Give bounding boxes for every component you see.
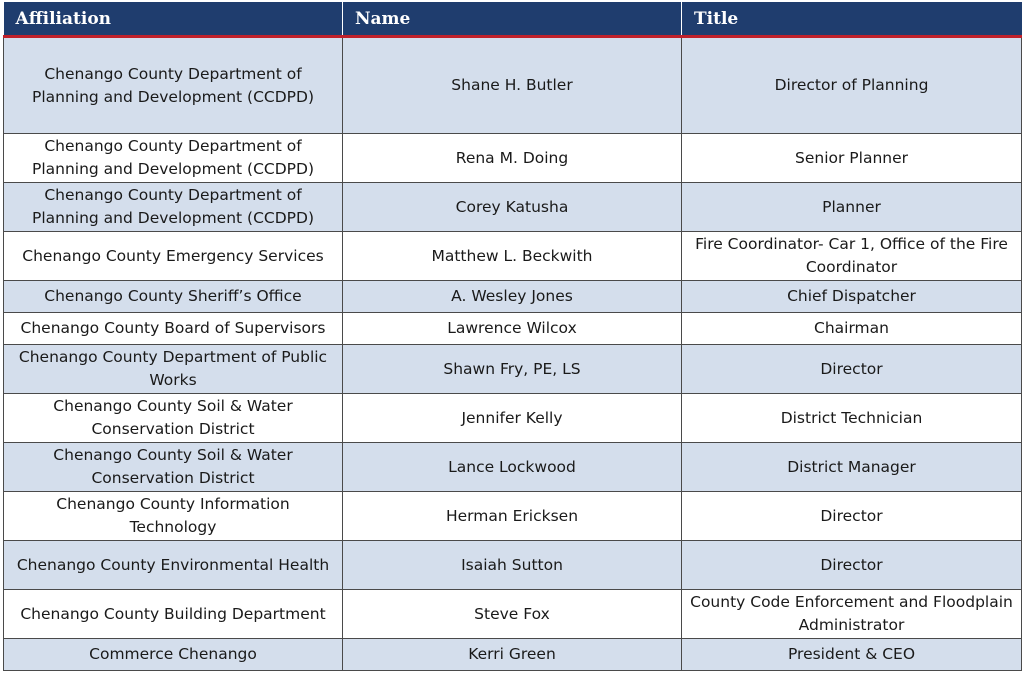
table-row bbox=[4, 443, 1022, 492]
title-cell: Director of Planning bbox=[682, 37, 1022, 134]
table-row bbox=[4, 134, 1022, 183]
header-title: Title bbox=[682, 2, 1022, 37]
affiliation-cell: Chenango County Emergency Services bbox=[4, 232, 343, 281]
table-row bbox=[4, 345, 1022, 394]
table-row bbox=[4, 492, 1022, 541]
affiliation-cell: Chenango County Soil & Water Conservation District bbox=[4, 443, 343, 492]
name-cell: A. Wesley Jones bbox=[343, 281, 682, 313]
name-cell: Jennifer Kelly bbox=[343, 394, 682, 443]
table-row bbox=[4, 281, 1022, 313]
title-cell: Chairman bbox=[682, 313, 1022, 345]
name-cell: Lance Lockwood bbox=[343, 443, 682, 492]
affiliation-cell: Chenango County Sheriff’s Office bbox=[4, 281, 343, 313]
title-cell: Fire Coordinator- Car 1, Office of the Fire Coordinator bbox=[682, 232, 1022, 281]
name-cell: Matthew L. Beckwith bbox=[343, 232, 682, 281]
title-cell: Planner bbox=[682, 183, 1022, 232]
table-row bbox=[4, 183, 1022, 232]
affiliation-cell: Chenango County Department of Planning and Development (CCDPD) bbox=[4, 134, 343, 183]
name-cell: Kerri Green bbox=[343, 639, 682, 671]
affiliation-cell: Chenango County Board of Supervisors bbox=[4, 313, 343, 345]
title-cell: District Technician bbox=[682, 394, 1022, 443]
title-cell: Director bbox=[682, 345, 1022, 394]
name-cell: Corey Katusha bbox=[343, 183, 682, 232]
table-row bbox=[4, 590, 1022, 639]
table-row bbox=[4, 313, 1022, 345]
title-cell: Director bbox=[682, 541, 1022, 590]
header-row bbox=[4, 2, 1022, 37]
affiliation-cell: Chenango County Department of Planning and Development (CCDPD) bbox=[4, 183, 343, 232]
affiliation-cell: Chenango County Department of Planning and Development (CCDPD) bbox=[4, 37, 343, 134]
affiliation-cell: Chenango County Information Technology bbox=[4, 492, 343, 541]
affiliation-cell: Chenango County Department of Public Works bbox=[4, 345, 343, 394]
title-cell: President & CEO bbox=[682, 639, 1022, 671]
title-cell: County Code Enforcement and Floodplain Administrator bbox=[682, 590, 1022, 639]
name-cell: Lawrence Wilcox bbox=[343, 313, 682, 345]
affiliation-cell: Chenango County Environmental Health bbox=[4, 541, 343, 590]
name-cell: Steve Fox bbox=[343, 590, 682, 639]
affiliation-cell: Chenango County Building Department bbox=[4, 590, 343, 639]
title-cell: Director bbox=[682, 492, 1022, 541]
contacts-table bbox=[3, 2, 1022, 671]
table-row bbox=[4, 37, 1022, 134]
title-cell: Senior Planner bbox=[682, 134, 1022, 183]
table-row bbox=[4, 232, 1022, 281]
affiliation-cell: Commerce Chenango bbox=[4, 639, 343, 671]
name-cell: Isaiah Sutton bbox=[343, 541, 682, 590]
name-cell: Shawn Fry, PE, LS bbox=[343, 345, 682, 394]
name-cell: Herman Ericksen bbox=[343, 492, 682, 541]
name-cell: Rena M. Doing bbox=[343, 134, 682, 183]
name-cell: Shane H. Butler bbox=[343, 37, 682, 134]
affiliation-cell: Chenango County Soil & Water Conservation District bbox=[4, 394, 343, 443]
table-row bbox=[4, 639, 1022, 671]
header-name: Name bbox=[343, 2, 682, 37]
table-row bbox=[4, 541, 1022, 590]
table-row bbox=[4, 394, 1022, 443]
title-cell: Chief Dispatcher bbox=[682, 281, 1022, 313]
title-cell: District Manager bbox=[682, 443, 1022, 492]
header-affiliation: Affiliation bbox=[4, 2, 343, 37]
